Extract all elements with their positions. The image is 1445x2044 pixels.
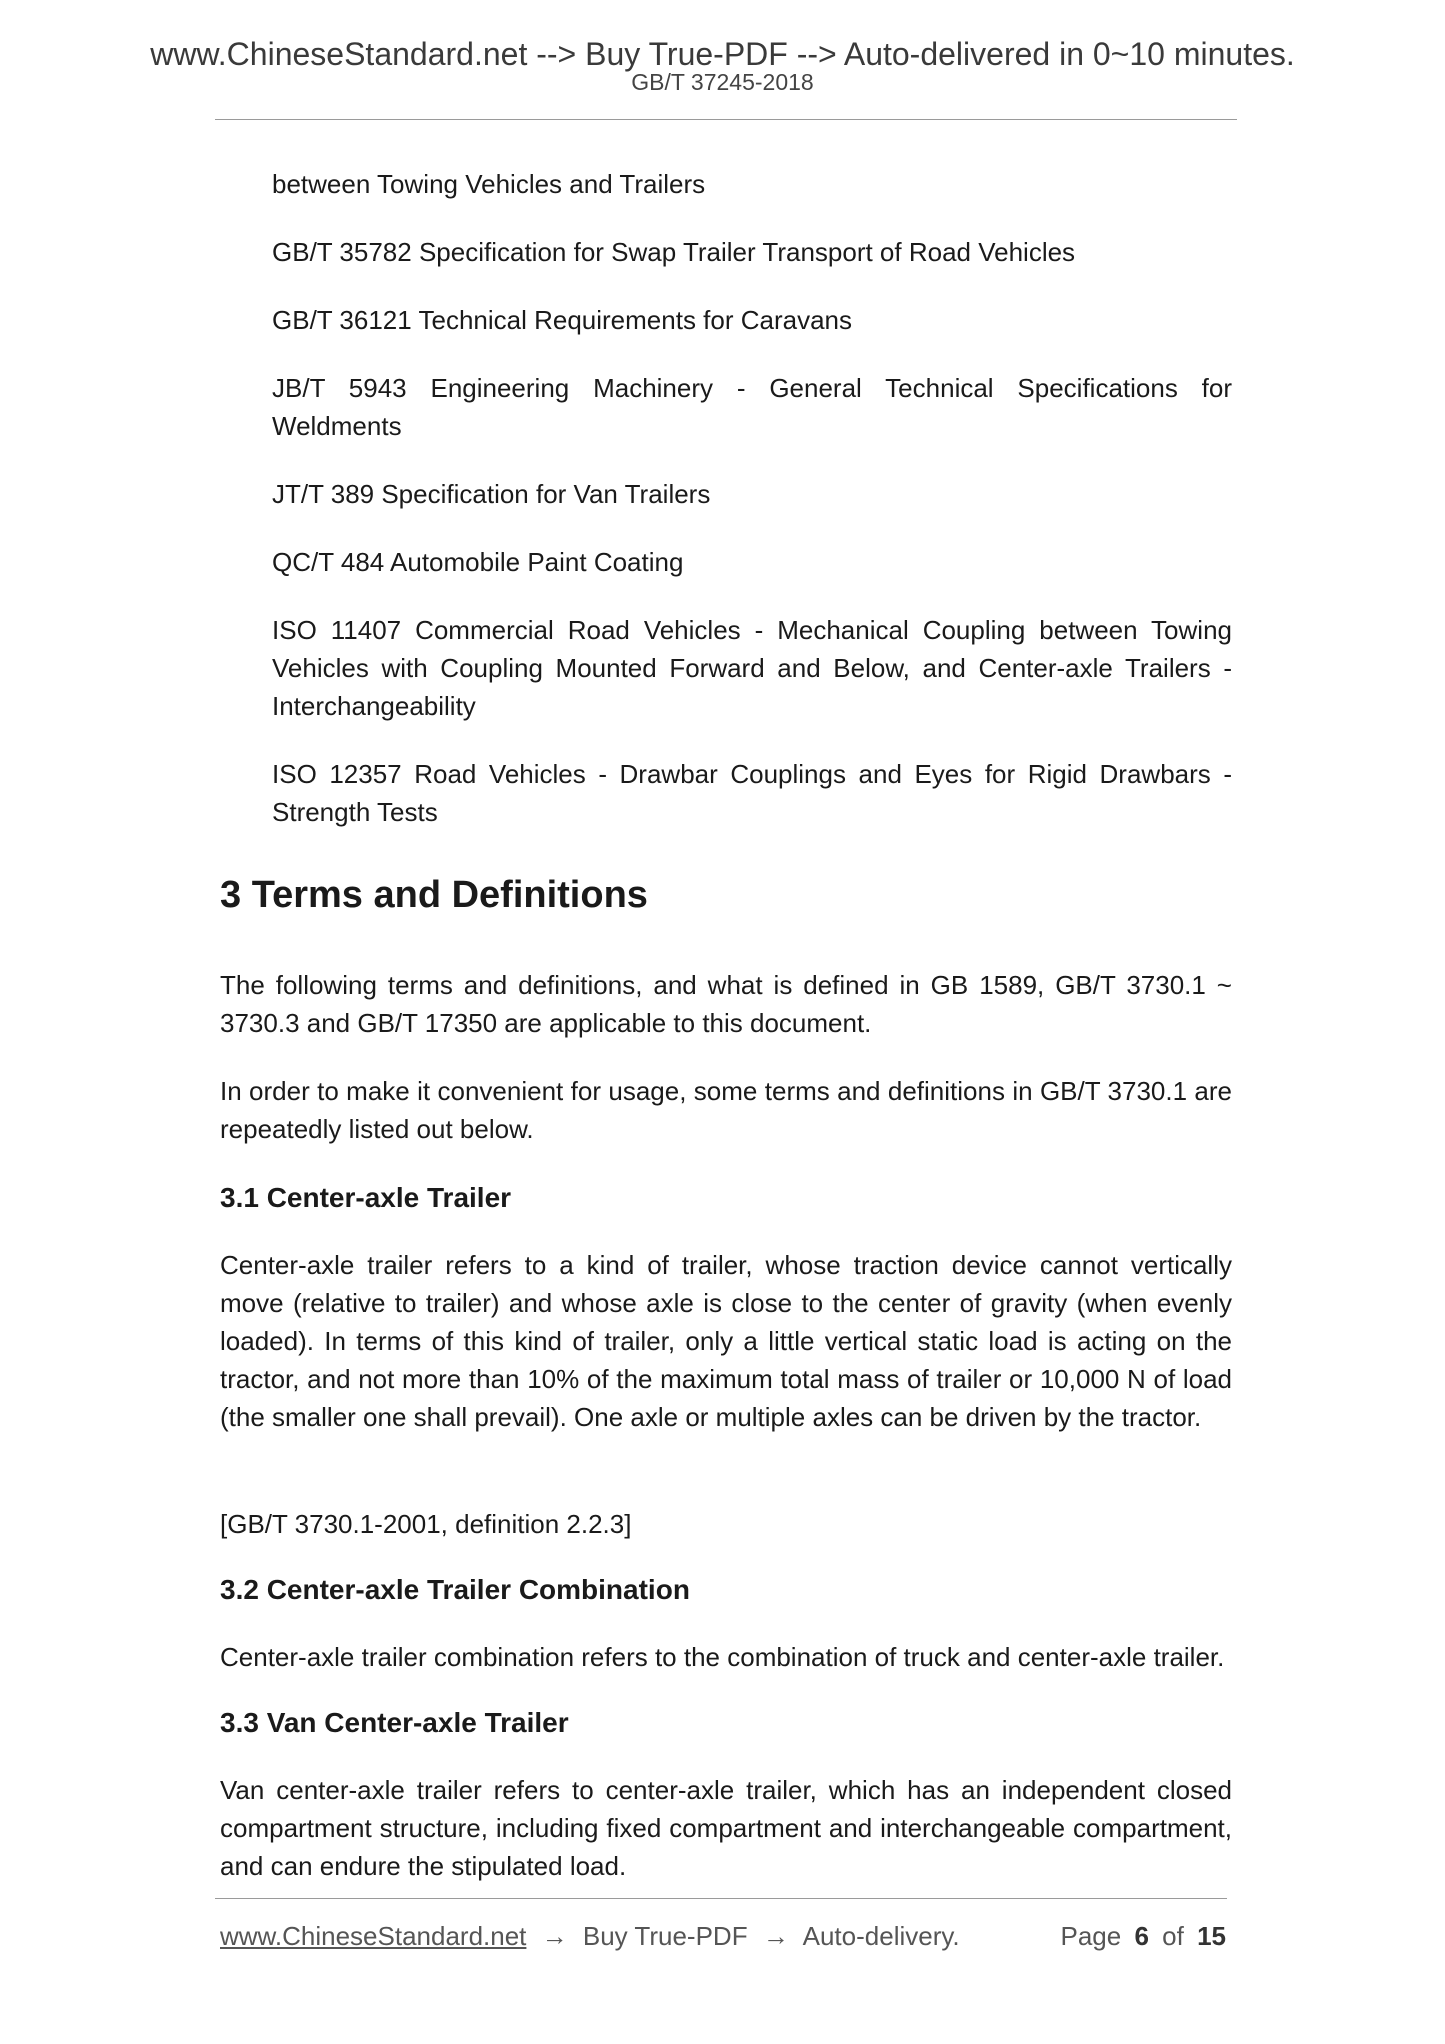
page-total: 15 [1197, 1921, 1226, 1951]
delivery-text: Auto-delivery. [802, 1921, 960, 1951]
footer-promo [220, 1916, 960, 1956]
page-of-label: of [1162, 1921, 1184, 1951]
section-3-intro: The following terms and definitions, and what is defined in GB 1589, GB/T 3730.1 ~ 3730.3 and GB/T 17350 are applicable to this document. [220, 970, 1232, 1038]
section-3-intro-2: In order to make it convenient for usage, some terms and definitions in GB/T 3730.1 are repeatedly listed out below. [220, 1076, 1232, 1144]
footer-divider [215, 1898, 1227, 1899]
section-3-1-source: [GB/T 3730.1-2001, definition 2.2.3] [220, 1509, 632, 1539]
arrow-right-icon: → [541, 1921, 568, 1951]
standard-code: GB/T 37245-2018 [631, 69, 814, 95]
reference-item: GB/T 36121 Technical Requirements for Caravans [272, 305, 853, 335]
section-3-1-heading: 3.1 Center-axle Trailer [220, 1182, 512, 1213]
section-3-1-definition: Center-axle trailer refers to a kind of trailer, whose traction device cannot vertically move (relative to trailer) and whose axle is close to the center of gravity (when evenly loaded). In terms of this kind of trailer, only a little vertical static load is acting on the tractor, and not more than 10% of the maximum total mass of trailer or 10,000 N of load (the smaller one shall prevail). One axle or multiple axles can be driven by the tractor. [220, 1250, 1232, 1432]
page-current: 6 [1134, 1921, 1149, 1951]
page-label: Page [1060, 1921, 1122, 1951]
reference-item: ISO 11407 Commercial Road Vehicles - Mechanical Coupling between Towing Vehicles with Coupling Mounted Forward and Below, and Center-axle Trailers - Interchangeability [272, 615, 1232, 721]
page-footer [220, 1916, 1232, 1956]
section-3-2-definition: Center-axle trailer combination refers to the combination of truck and center-axle trailer. [220, 1642, 1225, 1672]
site-banner: www.ChineseStandard.net --> Buy True-PDF --> Auto-delivered in 0~10 minutes. [150, 36, 1295, 72]
reference-item: GB/T 35782 Specification for Swap Trailer Transport of Road Vehicles [272, 237, 1076, 267]
section-3-3-heading: 3.3 Van Center-axle Trailer [220, 1707, 569, 1738]
reference-item: ISO 12357 Road Vehicles - Drawbar Couplings and Eyes for Rigid Drawbars - Strength Tests [272, 759, 1232, 827]
section-3-3-definition: Van center-axle trailer refers to center-axle trailer, which has an independent closed compartment structure, including fixed compartment and interchangeable compartment, and can endure the stipulated load. [220, 1775, 1232, 1881]
buy-text: Buy True-PDF [582, 1921, 748, 1951]
section-3-heading: 3 Terms and Definitions [220, 874, 648, 916]
header-divider [215, 119, 1237, 120]
site-link[interactable]: www.ChineseStandard.net [220, 1921, 527, 1951]
reference-item: JB/T 5943 Engineering Machinery - General Technical Specifications for Weldments [272, 373, 1232, 441]
reference-item: QC/T 484 Automobile Paint Coating [272, 547, 684, 577]
page-number [1060, 1916, 1232, 1956]
section-3-2-heading: 3.2 Center-axle Trailer Combination [220, 1574, 690, 1605]
reference-item: JT/T 389 Specification for Van Trailers [272, 479, 711, 509]
arrow-right-icon: → [762, 1921, 789, 1951]
reference-item: between Towing Vehicles and Trailers [272, 169, 706, 199]
